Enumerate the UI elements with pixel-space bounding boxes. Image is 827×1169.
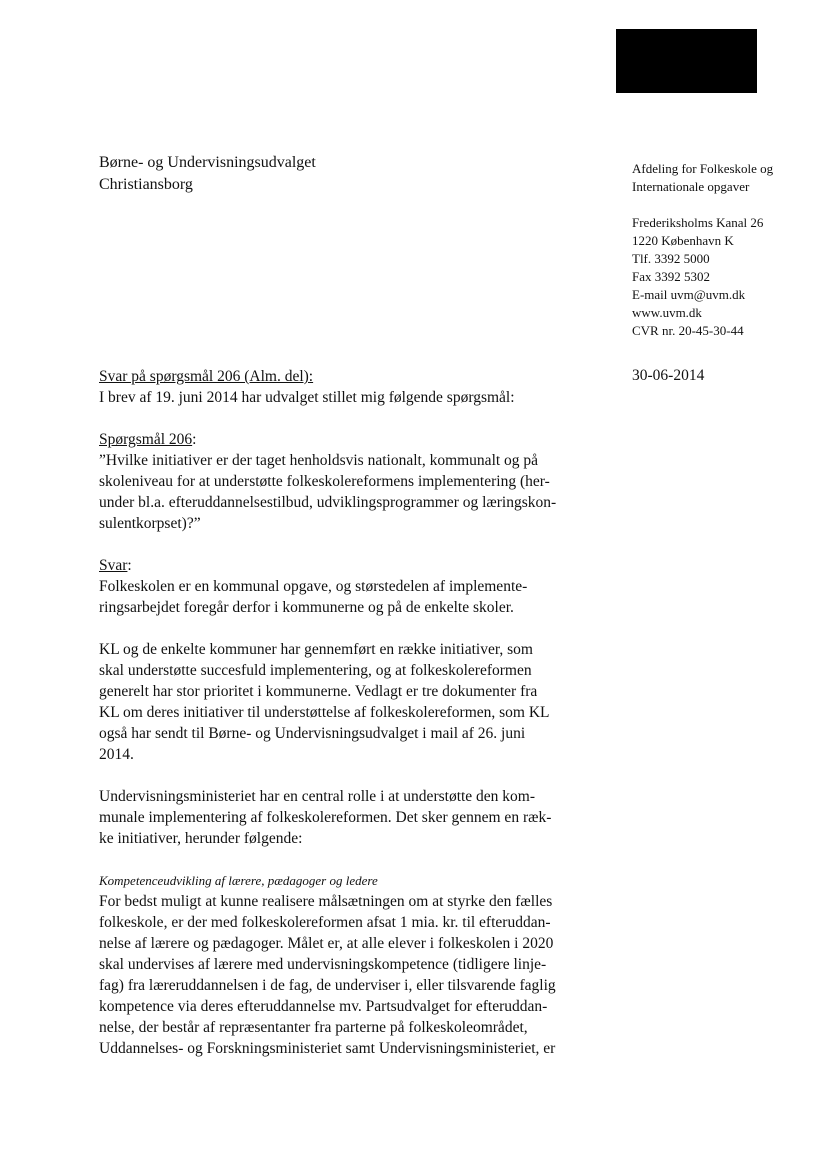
section-subheading: Kompetenceudvikling af lærere, pædagoger og ledere	[99, 873, 378, 888]
sender-cvr: CVR nr. 20-45-30-44	[632, 323, 744, 338]
paragraph-line: generelt har stor prioritet i kommunerne. Vedlagt er tre dokumenter fra	[99, 683, 538, 700]
question-line: under bl.a. efteruddannelsestilbud, udviklingsprogrammer og læringskon-	[99, 494, 557, 511]
paragraph-line: kompetence via deres efteruddannelse mv. Partsudvalget for efteruddan-	[99, 998, 548, 1015]
paragraph-line: KL og de enkelte kommuner har gennemført en række initiativer, som	[99, 641, 533, 658]
sender-city: 1220 København K	[632, 233, 734, 248]
letter-date: 30-06-2014	[632, 367, 705, 384]
question-colon: :	[192, 431, 197, 448]
sender-email: E-mail uvm@uvm.dk	[632, 287, 746, 302]
question-label: Spørgsmål 206	[99, 431, 193, 448]
paragraph-line: Folkeskolen er en kommunal opgave, og størstedelen af implemente-	[99, 578, 528, 595]
paragraph-line: 2014.	[99, 746, 134, 763]
paragraph-line: KL om deres initiativer til understøttelse af folkeskolereformen, som KL	[99, 704, 550, 721]
paragraph-line: Uddannelses- og Forskningsministeriet samt Undervisningsministeriet, er	[99, 1040, 556, 1057]
question-line: ”Hvilke initiativer er der taget henholdsvis nationalt, kommunalt og på	[99, 452, 539, 469]
sender-info	[632, 160, 822, 340]
paragraph-line: munale implementering af folkeskolereformen. Det sker gennem en ræk-	[99, 809, 552, 826]
answer-colon: :	[127, 557, 132, 574]
answer-label: Svar	[99, 557, 128, 574]
paragraph-line: skal understøtte succesfuld implementering, og at folkeskolereformen	[99, 662, 532, 679]
letter-heading: Svar på spørgsmål 206 (Alm. del):	[99, 368, 314, 385]
question-text	[99, 450, 579, 534]
paragraph-line: fag) fra læreruddannelsen i de fag, de underviser i, eller tilsvarende faglig	[99, 977, 556, 994]
sender-website: www.uvm.dk	[632, 305, 702, 320]
paragraph-line: nelse af lærere og pædagoger. Målet er, at alle elever i folkeskolen i 2020	[99, 935, 554, 952]
sender-phone: Tlf. 3392 5000	[632, 251, 710, 266]
question-line: sulentkorpset)?”	[99, 515, 201, 532]
paragraph-line: også har sendt til Børne- og Undervisningsudvalget i mail af 26. juni	[99, 725, 526, 742]
paragraph-line: skal undervises af lærere med undervisningskompetence (tidligere linje-	[99, 956, 547, 973]
paragraph-line: folkeskole, er der med folkeskolereformen afsat 1 mia. kr. til efteruddan-	[99, 914, 551, 931]
paragraph-4	[99, 891, 579, 1059]
paragraph-line: nelse, der består af repræsentanter fra parterne på folkeskoleområdet,	[99, 1019, 528, 1036]
sender-department-2: Internationale opgaver	[632, 179, 750, 194]
paragraph-3	[99, 786, 579, 849]
sender-department-1: Afdeling for Folkeskole og	[632, 161, 774, 176]
recipient-address	[99, 152, 316, 196]
letter-intro: I brev af 19. juni 2014 har udvalget stillet mig følgende spørgsmål:	[99, 389, 515, 406]
letter-body	[99, 366, 579, 1059]
logo-block	[616, 29, 757, 93]
paragraph-line: For bedst muligt at kunne realisere målsætningen om at styrke den fælles	[99, 893, 553, 910]
paragraph-line: ke initiativer, herunder følgende:	[99, 830, 303, 847]
paragraph-2	[99, 639, 579, 765]
sender-fax: Fax 3392 5302	[632, 269, 710, 284]
paragraph-1	[99, 576, 579, 618]
recipient-line-1: Børne- og Undervisningsudvalget	[99, 154, 316, 171]
question-line: skoleniveau for at understøtte folkeskolereformens implementering (her-	[99, 473, 550, 490]
paragraph-line: ringsarbejdet foregår derfor i kommunerne og på de enkelte skoler.	[99, 599, 514, 616]
sender-address: Frederiksholms Kanal 26	[632, 215, 764, 230]
recipient-line-2: Christiansborg	[99, 176, 193, 193]
paragraph-line: Undervisningsministeriet har en central rolle i at understøtte den kom-	[99, 788, 536, 805]
